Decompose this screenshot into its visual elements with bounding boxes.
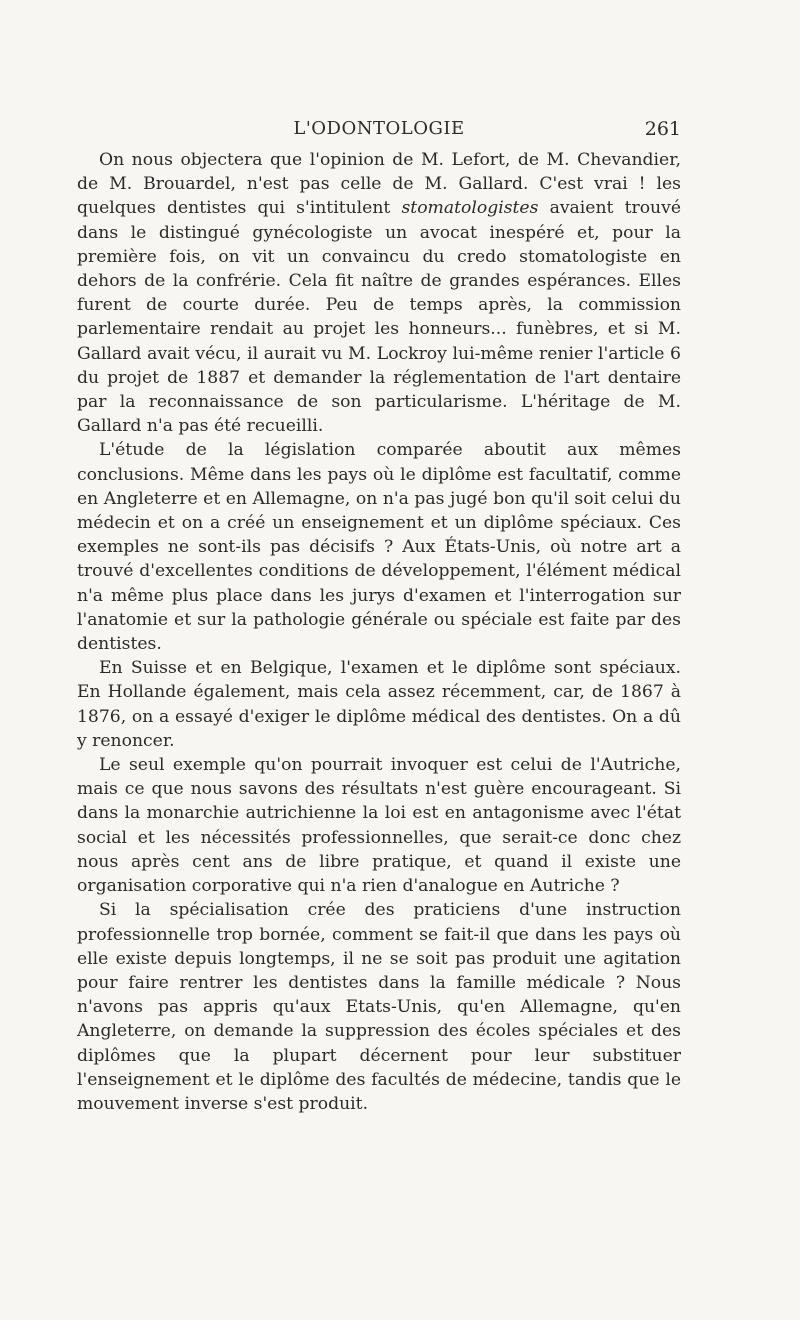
- paragraph-5: Si la spécialisation crée des praticiens d'une instruction professionnelle trop bornée, comment se fait-il que dans les pays où elle existe depuis longtemps, il ne se soit pas produit une agitation pour faire rentrer les dentistes dans la famille médicale ? Nous n'avons pas appris qu'aux Etats-Unis, qu'en Allemagne, qu'en Angleterre, on demande la suppression des écoles spéciales et des diplômes que la plupart décernent pour leur substituer l'enseignement et le diplôme des facultés de médecine, tandis que le mouvement inverse s'est produit.: [77, 900, 681, 1114]
- page-number: 261: [644, 118, 681, 140]
- paragraph-1-part-1: On nous objectera que l'opinion de M. Lefort, de M. Chevandier, de M. Brouardel, n'est pas celle de M. Gallard. C'est vrai ! les quelques dentistes qui s'intitulent: [77, 150, 681, 219]
- paragraph-1-part-2: avaient trouvé dans le distingué gynécologiste un avocat inespéré et, pour la première fois, on vit un convaincu du credo stomatologiste en dehors de la confrérie. Cela fit naître de grandes espérances. Elles furent de courte durée. Peu de temps après, la commission parlementaire rendait au projet les honneurs... funèbres, et si M. Gallard avait vécu, il aurait vu M. Lockroy lui-même renier l'article 6 du projet de 1887 et demander la réglementation de l'art dentaire par la reconnaissance de son particularisme. L'héritage de M. Gallard n'a pas été recueilli.: [77, 198, 682, 437]
- paragraph-3: En Suisse et en Belgique, l'examen et le diplôme sont spéciaux. En Hollande également, mais cela assez récemment, car, de 1867 à 1876, on a essayé d'exiger le diplôme médical des dentistes. On a dû y renoncer.: [77, 658, 681, 751]
- paragraph-4: Le seul exemple qu'on pourrait invoquer est celui de l'Autriche, mais ce que nous savons des résultats n'est guère encourageant. Si dans la monarchie autrichienne la loi est en antagonisme avec l'état social et les nécessités professionnelles, que serait-ce donc chez nous après cent ans de libre pratique, et quand il existe une organisation corporative qui n'a rien d'analogue en Autriche ?: [77, 755, 681, 897]
- paragraph-1: [77, 148, 681, 438]
- body-text: [77, 148, 681, 1116]
- page-header: [77, 116, 681, 142]
- running-title: L'ODONTOLOGIE: [293, 118, 465, 139]
- paragraph-1-italic-term: stomatologistes: [401, 198, 539, 219]
- paragraph-2: L'étude de la législation comparée aboutit aux mêmes conclusions. Même dans les pays où le diplôme est facultatif, comme en Angleterre et en Allemagne, on n'a pas jugé bon qu'il soit celui du médecin et on a créé un enseignement et un diplôme spéciaux. Ces exemples ne sont-ils pas décisifs ? Aux États-Unis, où notre art a trouvé d'excellentes conditions de développement, l'élément médical n'a même plus place dans les jurys d'examen et l'interrogation sur l'anatomie et sur la pathologie générale ou spéciale est faite par des dentistes.: [77, 440, 681, 655]
